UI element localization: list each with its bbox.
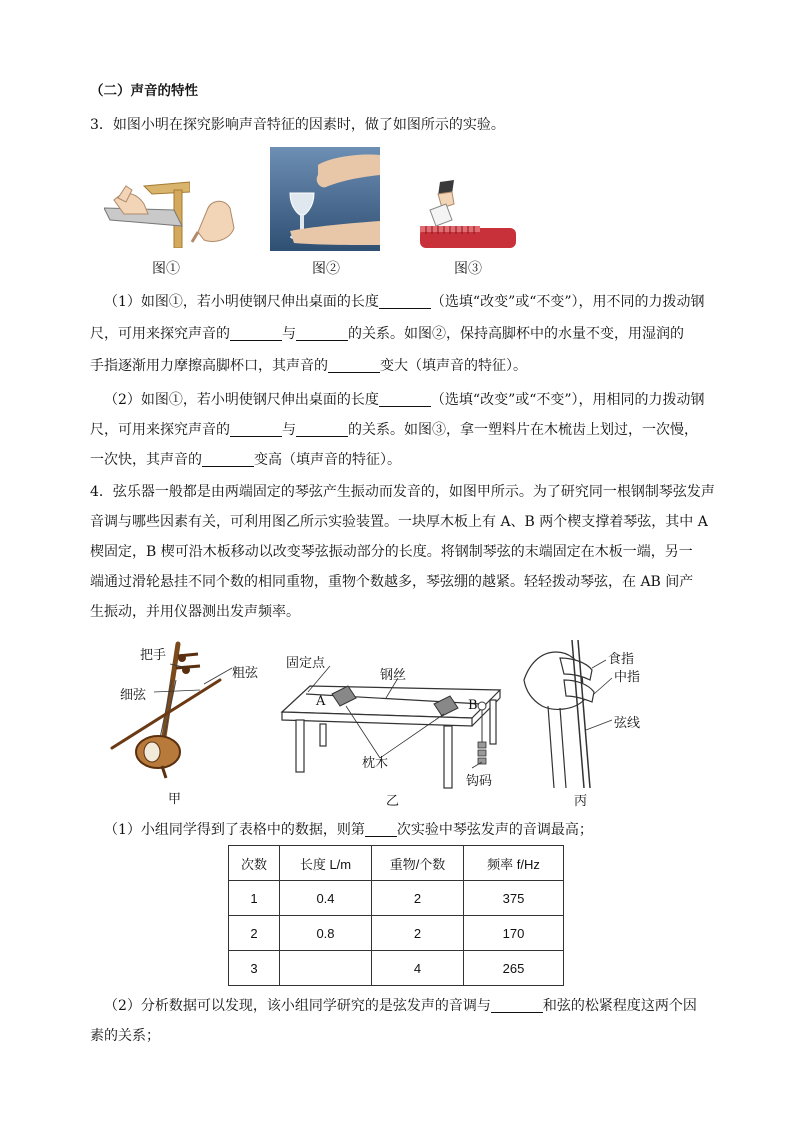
label-wedge-a: A [316,694,326,709]
table-header: 重物/个数 [372,846,464,881]
answer-blank[interactable] [202,448,254,467]
q4-sub1-text-a: （1）小组同学得到了表格中的数据，则第 [104,822,365,838]
q3-part1-line1 [104,286,705,318]
label-pillow-wood: 枕木 [362,756,389,771]
label-index-finger: 食指 [608,652,635,667]
q3-part1-text-d: 与 [282,326,296,342]
table-header: 频率 f/Hz [464,846,564,881]
q3-part2-text-b: （选填“改变”或“不变”），用相同的力拨动钢 [430,392,705,408]
table-cell: 170 [464,916,564,951]
q3-part1-text-f: 手指逐渐用力摩擦高脚杯口，其声音的 [90,358,328,374]
table-header: 次数 [229,846,280,881]
table-cell: 2 [229,916,280,951]
label-thick-string: 粗弦 [232,666,259,681]
answer-blank[interactable] [491,994,543,1013]
q4-sub2-text-a: （2）分析数据可以发现，该小组同学研究的是弦发声的音调与 [104,998,491,1014]
q3-part2-text-f: 一次快，其声音的 [90,452,202,468]
q3-part1-line3 [90,350,527,382]
answer-blank[interactable] [296,322,348,341]
q3-part2-line3 [90,444,401,476]
table-header-row [229,846,564,881]
q3-part2-text-c: 尺，可用来探究声音的 [90,422,230,438]
q3-part1-text-g: 变大（填声音的特征）。 [380,358,527,374]
label-hook-weights: 钩码 [466,774,493,789]
figure-1-caption: 图① [152,261,180,277]
table-cell: 375 [464,881,564,916]
table-row [229,951,564,986]
q3-part1-text-c: 尺，可用来探究声音的 [90,326,230,342]
q4-stem-line1: 4．弦乐器一般都是由两端固定的琴弦产生振动而发音的，如图甲所示。为了研究同一根钢制琴弦发声 [90,484,715,500]
table-cell: 2 [372,881,464,916]
q4-stem-line3: 楔固定，B 楔可沿木板移动以改变琴弦振动部分的长度。将钢制琴弦的末端固定在木板一端，另一 [90,544,693,560]
label-handle: 把手 [140,648,167,663]
figure-2-glass-photo [270,147,380,251]
q3-part2-text-e: 的关系。如图③，拿一塑料片在木梳齿上划过，一次慢， [348,422,698,438]
label-fixed-point: 固定点 [286,656,326,671]
q3-stem: 3．如图小明在探究影响声音特征的因素时，做了如图所示的实验。 [90,117,505,133]
answer-blank[interactable] [230,418,282,437]
q3-part2-text-g: 变高（填声音的特征）。 [254,452,401,468]
q3-part2-line1 [104,384,705,416]
table-row [229,916,564,951]
q3-part1-text-b: （选填“改变”或“不变”），用不同的力拨动钢 [430,294,705,310]
q4-sub2-line1 [104,990,697,1022]
table-cell: 0.4 [280,881,372,916]
table-cell: 0.8 [280,916,372,951]
table-cell-empty[interactable] [280,951,372,986]
table-row [229,881,564,916]
answer-blank[interactable] [379,388,431,407]
table-cell: 2 [372,916,464,951]
q4-sub1-text-b: 次实验中琴弦发声的音调最高； [396,822,593,838]
label-string-line: 弦线 [614,716,641,731]
figure-1-ruler-image [104,180,190,248]
answer-blank[interactable] [379,290,431,309]
label-steel-wire: 钢丝 [380,668,407,683]
figure-bing-caption: 丙 [574,794,588,809]
table-header: 长度 L/m [280,846,372,881]
data-table [228,845,564,986]
label-thin-string: 细弦 [120,688,147,703]
section-title: （二）声音的特性 [90,83,198,99]
q3-part2-line2 [90,414,698,446]
answer-blank[interactable] [296,418,348,437]
q3-part1-line2 [90,318,684,350]
table-cell: 3 [229,951,280,986]
q4-sub2-text-b: 和弦的松紧程度这两个因 [542,998,697,1014]
figure-3-caption: 图③ [454,261,482,277]
q3-part1-text-a: （1）如图①，若小明使钢尺伸出桌面的长度 [104,294,379,310]
table-cell: 4 [372,951,464,986]
figure-2-caption: 图② [312,261,340,277]
label-wedge-b: B [468,698,478,713]
figure-yi-caption: 乙 [386,794,400,809]
q3-part2-text-d: 与 [282,422,296,438]
q4-stem-line4: 端通过滑轮悬挂不同个数的相同重物，重物个数越多，琴弦绷的越紧。轻轻拨动琴弦，在 AB 间产 [90,574,694,590]
table-cell: 265 [464,951,564,986]
q4-stem-line5: 生振动，并用仪器测出发声频率。 [90,604,300,620]
label-middle-finger: 中指 [614,670,641,685]
figure-jia-caption: 甲 [168,792,182,807]
q4-stem-line2: 音调与哪些因素有关，可利用图乙所示实验装置。一块厚木板上有 A、B 两个楔支撑着琴弦，其中 A [90,514,708,530]
erhu-leader-lines [140,660,236,700]
answer-blank[interactable] [328,354,380,373]
table-cell: 1 [229,881,280,916]
answer-blank[interactable] [230,322,282,341]
q3-part2-text-a: （2）如图①，若小明使钢尺伸出桌面的长度 [104,392,379,408]
q4-sub2-line2: 素的关系； [90,1028,160,1044]
q3-part1-text-e: 的关系。如图②，保持高脚杯中的水量不变，用湿润的 [348,326,684,342]
figure-3-comb-image [418,180,518,250]
answer-blank[interactable] [365,818,397,837]
q4-sub1-line [104,814,593,846]
figure-1-hand-image [190,188,236,248]
